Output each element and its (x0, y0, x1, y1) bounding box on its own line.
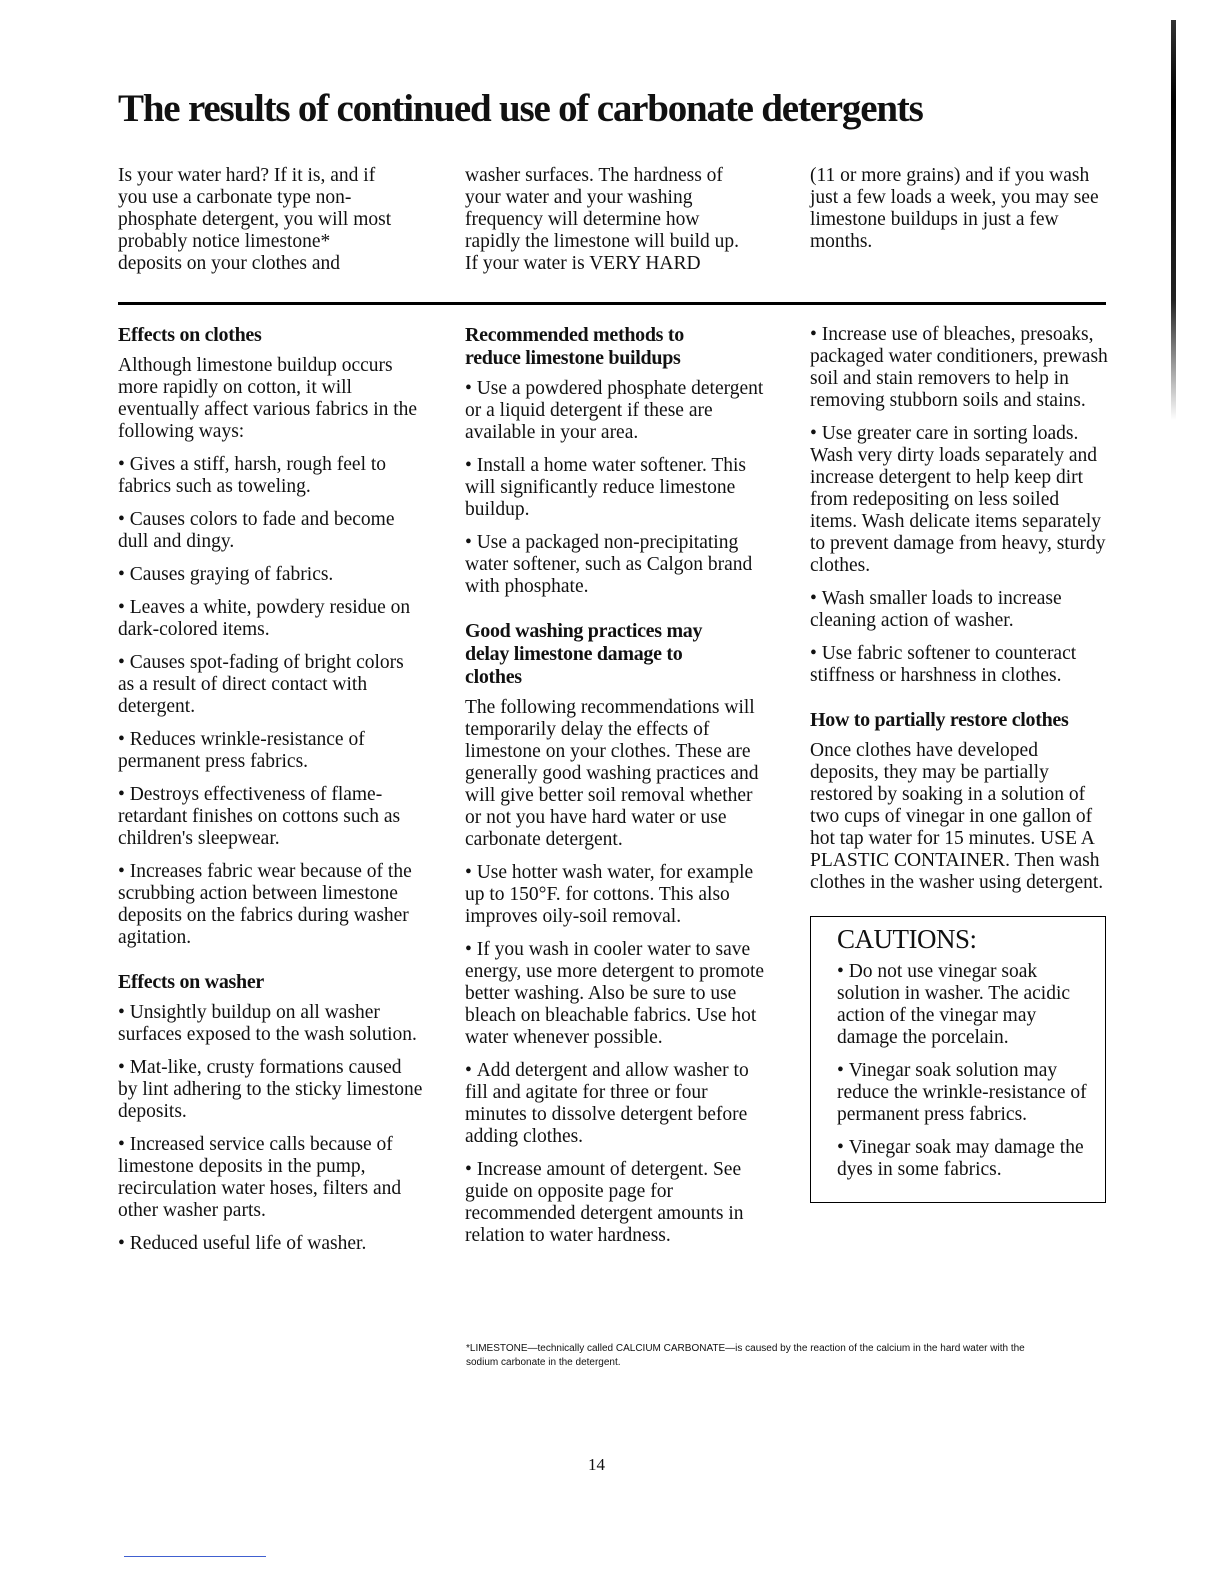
effects-on-clothes-list (118, 454, 423, 949)
good-practices-section (465, 620, 765, 1247)
intro-column-1 (118, 165, 398, 275)
effects-on-washer-heading: Effects on washer (118, 971, 264, 993)
page-title: The results of continued use of carbonate detergents (118, 87, 923, 130)
more-practices-section (810, 324, 1108, 687)
recommended-methods-section (465, 324, 765, 598)
list-item: • Mat-like, crusty formations caused by lint adhering to the sticky limestone deposits. (118, 1057, 423, 1123)
list-item: • Unsightly buildup on all washer surfaces exposed to the wash solution. (118, 1002, 423, 1046)
effects-on-clothes-heading: Effects on clothes (118, 324, 262, 346)
list-item: • Causes colors to fade and become dull and dingy. (118, 509, 423, 553)
list-item: • Do not use vinegar soak solution in washer. The acidic action of the vinegar may damage the porcelain. (837, 961, 1087, 1049)
list-item: • Reduced useful life of washer. (118, 1233, 423, 1255)
column-left (118, 324, 423, 1277)
list-item: • Use greater care in sorting loads. Wash very dirty loads separately and increase detergent to help keep dirt from redepositing on less soiled items. Wash delicate items separately to prevent damage from heavy, sturdy clothes. (810, 423, 1108, 577)
recommended-methods-list (465, 378, 765, 598)
good-practices-list (465, 862, 765, 1247)
list-item: • Increase use of bleaches, presoaks, packaged water conditioners, prewash soil and stain removers to help in removing stubborn soils and stains. (810, 324, 1108, 412)
intro-paragraph-1: Is your water hard? If it is, and if you use a carbonate type non-phosphate detergent, you will most probably notice limestone* deposits on your clothes and (118, 165, 392, 274)
list-item: • Increases fabric wear because of the scrubbing action between limestone deposits on the fabrics during washer agitation. (118, 861, 423, 949)
good-practices-heading: Good washing practices may delay limestone damage to clothes (465, 620, 703, 688)
list-item: • Gives a stiff, harsh, rough feel to fabrics such as toweling. (118, 454, 423, 498)
column-right (810, 324, 1108, 1203)
list-item: • Increased service calls because of limestone deposits in the pump, recirculation water hoses, filters and other washer parts. (118, 1134, 423, 1222)
list-item: • Vinegar soak may damage the dyes in some fabrics. (837, 1137, 1087, 1181)
page-number: 14 (588, 1455, 605, 1474)
list-item: • Increase amount of detergent. See guide on opposite page for recommended detergent amounts in relation to water hardness. (465, 1159, 765, 1247)
list-item: • If you wash in cooler water to save energy, use more detergent to promote better washing. Also be sure to use bleach on bleachable fabrics. Use hot water whenever possible. (465, 939, 765, 1049)
list-item: • Use fabric softener to counteract stiffness or harshness in clothes. (810, 643, 1108, 687)
intro-column-3 (810, 165, 1105, 253)
scan-blue-line (124, 1556, 266, 1557)
effects-on-clothes-intro: Although limestone buildup occurs more rapidly on cotton, it will eventually affect various fabrics in the following ways: (118, 355, 418, 442)
list-item: • Use hotter wash water, for example up to 150°F. for cottons. This also improves oily-soil removal. (465, 862, 765, 928)
restore-clothes-heading: How to partially restore clothes (810, 709, 1069, 731)
effects-on-washer-section (118, 971, 423, 1255)
good-practices-intro: The following recommendations will temporarily delay the effects of limestone on your clothes. These are generally good washing practices and will give better soil removal whether or not you have hard water or use carbonate detergent. (465, 697, 759, 850)
list-item: • Destroys effectiveness of flame-retardant finishes on cottons such as children's sleepwear. (118, 784, 423, 850)
restore-clothes-text: Once clothes have developed deposits, they may be partially restored by soaking in a solution of two cups of vinegar in one gallon of hot tap water for 15 minutes. USE A PLASTIC CONTAINER. Then wash clothes in the washer using detergent. (810, 740, 1104, 893)
cautions-heading: CAUTIONS: (837, 924, 977, 954)
intro-paragraph-2: washer surfaces. The hardness of your water and your washing frequency will determine how rapidly the limestone will build up. If your water is VERY HARD (465, 165, 740, 274)
effects-on-clothes-section (118, 324, 423, 949)
section-divider (118, 302, 1106, 305)
list-item: • Wash smaller loads to increase cleaning action of washer. (810, 588, 1108, 632)
scan-edge-mark (1171, 20, 1176, 420)
intro-column-2 (465, 165, 755, 275)
cautions-list (837, 961, 1087, 1181)
list-item: • Install a home water softener. This will significantly reduce limestone buildup. (465, 455, 765, 521)
recommended-methods-heading: Recommended methods to reduce limestone buildups (465, 324, 684, 369)
list-item: • Causes graying of fabrics. (118, 564, 423, 586)
list-item: • Use a packaged non-precipitating water softener, such as Calgon brand with phosphate. (465, 532, 765, 598)
restore-clothes-section (810, 709, 1108, 894)
intro-paragraph-3: (11 or more grains) and if you wash just a few loads a week, you may see limestone buildups in just a few months. (810, 165, 1099, 252)
list-item: • Leaves a white, powdery residue on dark-colored items. (118, 597, 423, 641)
effects-on-washer-list (118, 1002, 423, 1255)
more-practices-list (810, 324, 1108, 687)
list-item: • Add detergent and allow washer to fill and agitate for three or four minutes to dissolve detergent before adding clothes. (465, 1060, 765, 1148)
footnote: *LIMESTONE—technically called CALCIUM CARBONATE—is caused by the reaction of the calcium in the hard water with the sodium carbonate in the detergent. (466, 1343, 1025, 1368)
list-item: • Reduces wrinkle-resistance of permanent press fabrics. (118, 729, 423, 773)
list-item: • Causes spot-fading of bright colors as a result of direct contact with detergent. (118, 652, 423, 718)
list-item: • Vinegar soak solution may reduce the wrinkle-resistance of permanent press fabrics. (837, 1060, 1087, 1126)
list-item: • Use a powdered phosphate detergent or a liquid detergent if these are available in your area. (465, 378, 765, 444)
column-middle (465, 324, 765, 1269)
cautions-box (810, 916, 1106, 1203)
